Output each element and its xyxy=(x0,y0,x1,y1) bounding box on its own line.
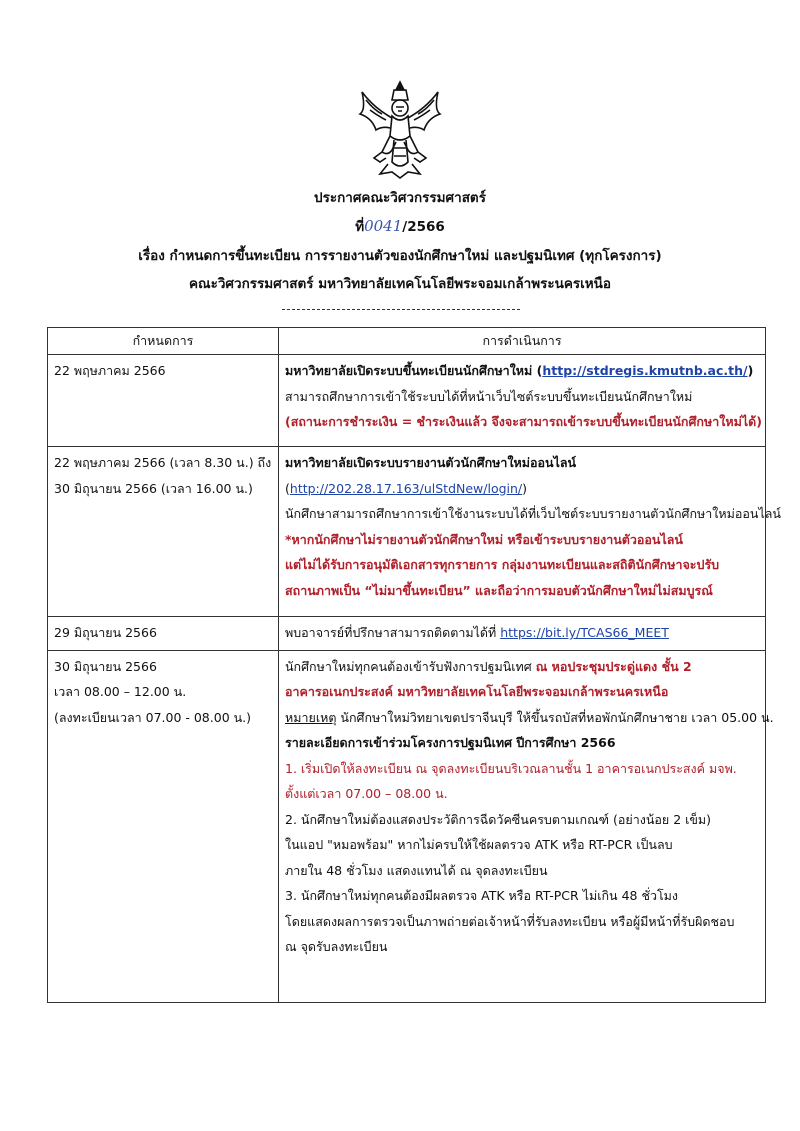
date-line: 22 พฤษภาคม 2566 xyxy=(54,363,166,378)
detail-line: 3. นักศึกษาใหม่ทุกคนต้องมีผลตรวจ ATK หรือ RT-PCR ไม่เกิน 48 ชั่วโมง xyxy=(285,888,679,903)
action-line xyxy=(285,654,761,680)
action-cell xyxy=(279,650,774,1002)
action-line: นักศึกษาสามารถศึกษาการเข้าใช้งานระบบได้ที่เว็บไซต์ระบบรายงานตัวนักศึกษาใหม่ออนไลน์ xyxy=(285,506,781,521)
detail-line: โดยแสดงผลการตรวจเป็นภาพถ่ายต่อเจ้าหน้าที่รับลงทะเบียน หรือผู้มีหน้าที่รับผิดชอบ xyxy=(285,913,735,929)
detail-line: ภายใน 48 ชั่วโมง แสดงแทนได้ ณ จุดลงทะเบียน xyxy=(285,862,548,878)
action-text: ( xyxy=(285,480,290,496)
venue-line: อาคารอเนกประสงค์ มหาวิทยาลัยเทคโนโลยีพระจอมเกล้าพระนครเหนือ xyxy=(285,684,669,699)
table-row xyxy=(48,650,766,1002)
action-text: นักศึกษาใหม่ทุกคนต้องเข้ารับฟังการปฐมนิเทศ xyxy=(285,658,536,674)
announcement-subject: เรื่อง กำหนดการขึ้นทะเบียน การรายงานตัวของนักศึกษาใหม่ และปฐมนิเทศ (ทุกโครงการ) xyxy=(138,248,662,264)
detail-line: 1. เริ่มเปิดให้ลงทะเบียน ณ จุดลงทะเบียนบริเวณลานชั้น 1 อาคารอเนกประสงค์ มจพ. xyxy=(285,760,737,776)
column-header-schedule: กำหนดการ xyxy=(48,328,279,355)
date-line: (ลงทะเบียนเวลา 07.00 - 08.00 น.) xyxy=(54,709,252,725)
date-line: 29 มิถุนายน 2566 xyxy=(54,625,157,640)
table-row xyxy=(48,617,766,651)
warning-line: สถานภาพเป็น “ไม่มาขึ้นทะเบียน” และถือว่าการมอบตัวนักศึกษาใหม่ไม่สมบูรณ์ xyxy=(285,582,713,598)
venue-text: ณ หอประชุมประดู่แดง ชั้น 2 xyxy=(535,658,692,674)
remark-label: หมายเหตุ xyxy=(285,709,337,725)
number-handwritten: 0041 xyxy=(364,217,403,235)
action-line xyxy=(285,620,761,646)
warning-line: แต่ไม่ได้รับการอนุมัติเอกสารทุกรายการ กลุ่มงานทะเบียนและสถิตินักศึกษาจะปรับ xyxy=(285,557,720,572)
warning-line: *หากนักศึกษาไม่รายงานตัวนักศึกษาใหม่ หรือเข้าระบบรายงานตัวออนไลน์ xyxy=(285,531,683,547)
garuda-emblem-icon xyxy=(352,78,448,182)
schedule-cell xyxy=(48,355,279,447)
schedule-cell xyxy=(48,650,279,1002)
date-line: เวลา 08.00 – 12.00 น. xyxy=(54,684,187,699)
stdregis-link[interactable]: http://stdregis.kmutnb.ac.th/ xyxy=(542,363,748,378)
schedule-cell xyxy=(48,617,279,651)
meet-advisor-link[interactable]: https://bit.ly/TCAS66_MEET xyxy=(500,625,669,640)
table-row xyxy=(48,447,766,617)
action-line: มหาวิทยาลัยเปิดระบบรายงานตัวนักศึกษาใหม่ออนไลน์ xyxy=(285,455,577,470)
column-header-action: การดำเนินการ xyxy=(279,328,766,355)
detail-line: 2. นักศึกษาใหม่ต้องแสดงประวัติการฉีดวัคซีนครบตามเกณฑ์ (อย่างน้อย 2 เข็ม) xyxy=(285,811,712,827)
details-heading: รายละเอียดการเข้าร่วมโครงการปฐมนิเทศ ปีการศึกษา 2566 xyxy=(285,735,616,750)
announcement-org: ประกาศคณะวิศวกรรมศาสตร์ xyxy=(314,190,486,206)
report-system-link[interactable]: http://202.28.17.163/ulStdNew/login/ xyxy=(289,480,523,496)
action-text: ) xyxy=(747,363,754,378)
table-row xyxy=(48,355,766,447)
payment-note: (สถานะการชำระเงิน = ชำระเงินแล้ว จึงจะสามารถเข้าระบบขึ้นทะเบียนนักศึกษาใหม่ได้) xyxy=(285,414,762,429)
action-line xyxy=(285,476,761,502)
remark-text: นักศึกษาใหม่วิทยาเขตปราจีนบุรี ให้ขึ้นรถบัสที่หอพักนักศึกษาชาย เวลา 05.00 น. xyxy=(336,709,774,725)
announcement-number xyxy=(0,215,800,237)
detail-line: ตั้งแต่เวลา 07.00 – 08.00 น. xyxy=(285,786,448,801)
schedule-table xyxy=(47,327,781,1003)
schedule-cell xyxy=(48,447,279,617)
date-line: 30 มิถุนายน 2566 xyxy=(54,658,157,674)
detail-line: ในแอป "หมอพร้อม" หากไม่ครบให้ใช้ผลตรวจ ATK หรือ RT-PCR เป็นลบ xyxy=(285,837,673,852)
action-cell xyxy=(279,447,781,617)
action-text: ) xyxy=(522,480,528,496)
remark-line xyxy=(285,705,774,731)
table-header-row xyxy=(48,328,766,355)
number-suffix: /2566 xyxy=(402,219,445,235)
action-text: มหาวิทยาลัยเปิดระบบขึ้นทะเบียนนักศึกษาใหม่ ( xyxy=(285,363,543,378)
action-line: สามารถศึกษาการเข้าใช้ระบบได้ที่หน้าเว็บไซต์ระบบขึ้นทะเบียนนักศึกษาใหม่ xyxy=(285,388,693,404)
announcement-issuer: คณะวิศวกรรมศาสตร์ มหาวิทยาลัยเทคโนโลยีพระจอมเกล้าพระนครเหนือ xyxy=(189,276,611,292)
number-prefix: ที่ xyxy=(355,219,365,235)
header-divider xyxy=(282,309,520,310)
date-line: 22 พฤษภาคม 2566 (เวลา 8.30 น.) ถึง xyxy=(54,455,272,470)
action-cell xyxy=(279,355,766,447)
date-line: 30 มิถุนายน 2566 (เวลา 16.00 น.) xyxy=(54,480,253,496)
detail-line: ณ จุดรับลงทะเบียน xyxy=(285,939,388,954)
action-cell xyxy=(279,617,766,651)
action-text: พบอาจารย์ที่ปรึกษาสามารถติดตามได้ที่ xyxy=(285,625,501,640)
action-line xyxy=(285,358,761,384)
